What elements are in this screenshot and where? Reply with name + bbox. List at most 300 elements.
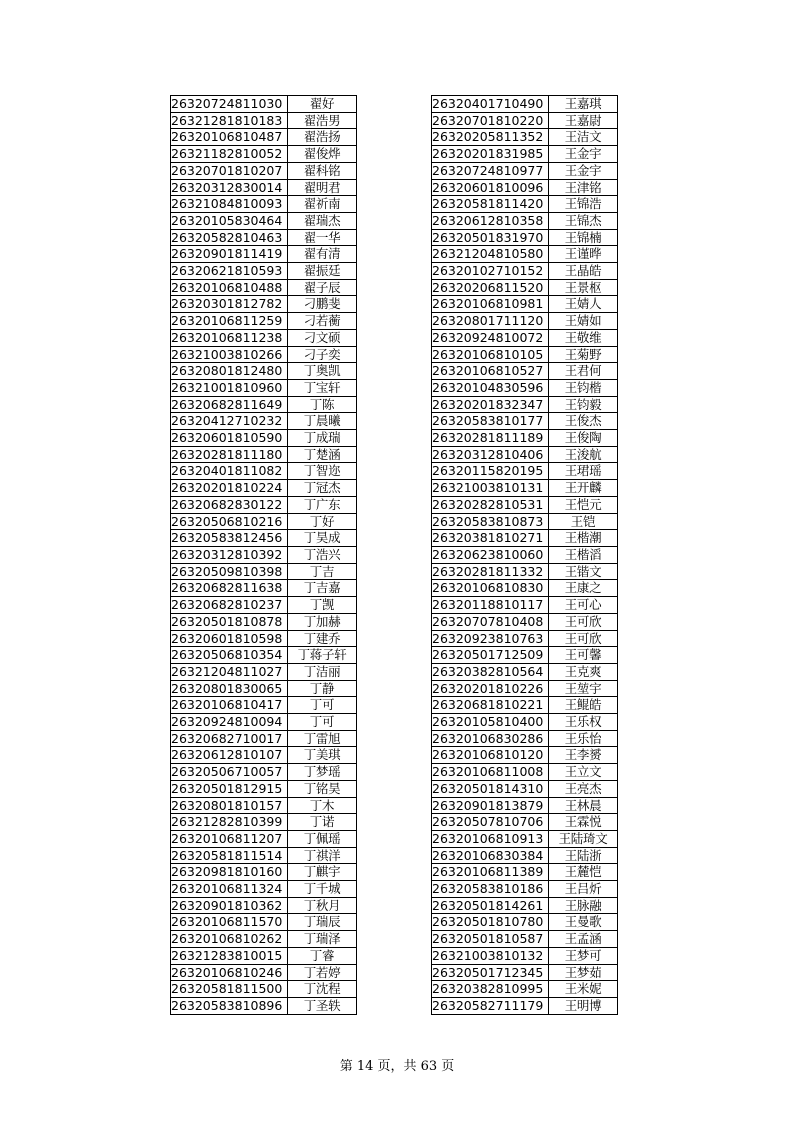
candidate-name-cell: 王钧楷 <box>549 379 618 396</box>
table-row <box>171 914 357 931</box>
table-row <box>432 881 618 898</box>
candidate-name-cell: 丁若婷 <box>288 964 357 981</box>
candidate-name-cell: 丁麒宇 <box>288 864 357 881</box>
candidate-name-cell: 王婧人 <box>549 296 618 313</box>
table-row <box>171 747 357 764</box>
candidate-name-cell: 翟子辰 <box>288 279 357 296</box>
table-row <box>432 496 618 513</box>
page-footer: 第 14 页，共 63 页 <box>339 1059 455 1074</box>
candidate-name-cell: 王陆琦文 <box>549 830 618 847</box>
table-row <box>171 830 357 847</box>
candidate-id-cell: 26320106811389 <box>432 864 549 881</box>
table-row <box>432 797 618 814</box>
candidate-id-cell: 26320201810226 <box>432 680 549 697</box>
candidate-id-cell: 26320612810358 <box>432 212 549 229</box>
candidate-id-cell: 26321182810052 <box>171 146 288 163</box>
candidate-name-cell: 丁吉嘉 <box>288 580 357 597</box>
table-row <box>171 530 357 547</box>
table-row <box>171 964 357 981</box>
candidate-id-cell: 26320801810157 <box>171 797 288 814</box>
candidate-id-cell: 26320682830122 <box>171 496 288 513</box>
table-row <box>171 96 357 113</box>
candidate-id-cell: 26320106810913 <box>432 830 549 847</box>
candidate-name-cell: 王金宇 <box>549 146 618 163</box>
candidate-id-cell: 26320601810096 <box>432 179 549 196</box>
table-row <box>432 196 618 213</box>
table-row <box>432 146 618 163</box>
candidate-name-cell: 王曼歌 <box>549 914 618 931</box>
candidate-name-cell: 丁铭昊 <box>288 780 357 797</box>
table-row <box>432 379 618 396</box>
candidate-id-cell: 26320901811419 <box>171 246 288 263</box>
candidate-name-cell: 丁建乔 <box>288 630 357 647</box>
roster-body-left <box>171 96 357 1015</box>
candidate-id-cell: 26320501831970 <box>432 229 549 246</box>
candidate-id-cell: 26320707810408 <box>432 613 549 630</box>
table-row <box>171 597 357 614</box>
candidate-name-cell: 丁广东 <box>288 496 357 513</box>
candidate-name-cell: 王霖悦 <box>549 814 618 831</box>
candidate-name-cell: 王可馨 <box>549 647 618 664</box>
candidate-id-cell: 26321281810183 <box>171 112 288 129</box>
candidate-name-cell: 丁蒋子轩 <box>288 647 357 664</box>
candidate-name-cell: 翟好 <box>288 96 357 113</box>
candidate-name-cell: 丁静 <box>288 680 357 697</box>
candidate-name-cell: 翟科铭 <box>288 162 357 179</box>
candidate-id-cell: 26320106810981 <box>432 296 549 313</box>
table-row <box>171 730 357 747</box>
table-row <box>171 463 357 480</box>
candidate-name-cell: 丁冠杰 <box>288 480 357 497</box>
candidate-name-cell: 王康之 <box>549 580 618 597</box>
table-row <box>171 847 357 864</box>
candidate-id-cell: 26320682811638 <box>171 580 288 597</box>
candidate-id-cell: 26320106810487 <box>171 129 288 146</box>
candidate-id-cell: 26320981810160 <box>171 864 288 881</box>
roster-body-right <box>432 96 618 1015</box>
table-row <box>171 546 357 563</box>
candidate-name-cell: 王景枢 <box>549 279 618 296</box>
candidate-name-cell: 王楷滔 <box>549 546 618 563</box>
table-row <box>432 513 618 530</box>
candidate-name-cell: 丁加赫 <box>288 613 357 630</box>
candidate-name-cell: 王铠 <box>549 513 618 530</box>
candidate-id-cell: 26320682810237 <box>171 597 288 614</box>
candidate-name-cell: 王金宇 <box>549 162 618 179</box>
table-row <box>432 329 618 346</box>
table-row <box>432 212 618 229</box>
candidate-id-cell: 26320201831985 <box>432 146 549 163</box>
candidate-name-cell: 丁千城 <box>288 881 357 898</box>
candidate-id-cell: 26320801830065 <box>171 680 288 697</box>
candidate-id-cell: 26320312830014 <box>171 179 288 196</box>
candidate-id-cell: 26320201810224 <box>171 480 288 497</box>
candidate-name-cell: 王可心 <box>549 597 618 614</box>
candidate-id-cell: 26320582810463 <box>171 229 288 246</box>
candidate-name-cell: 丁好 <box>288 513 357 530</box>
table-row <box>432 630 618 647</box>
table-row <box>171 296 357 313</box>
candidate-id-cell: 26320106810417 <box>171 697 288 714</box>
candidate-id-cell: 26320612810107 <box>171 747 288 764</box>
table-row <box>432 764 618 781</box>
candidate-id-cell: 26320681810221 <box>432 697 549 714</box>
candidate-id-cell: 26320583812456 <box>171 530 288 547</box>
table-row <box>171 630 357 647</box>
candidate-name-cell: 王浚航 <box>549 446 618 463</box>
candidate-name-cell: 王锦楠 <box>549 229 618 246</box>
candidate-name-cell: 王婧如 <box>549 313 618 330</box>
candidate-id-cell: 26320724810977 <box>432 162 549 179</box>
candidate-name-cell: 王津铭 <box>549 179 618 196</box>
candidate-id-cell: 26320106810246 <box>171 964 288 981</box>
table-row <box>432 363 618 380</box>
candidate-name-cell: 王俊陶 <box>549 430 618 447</box>
candidate-id-cell: 26320312810406 <box>432 446 549 463</box>
candidate-id-cell: 26320621810593 <box>171 263 288 280</box>
candidate-id-cell: 26320506710057 <box>171 764 288 781</box>
candidate-id-cell: 26320581811420 <box>432 196 549 213</box>
candidate-id-cell: 26320312810392 <box>171 546 288 563</box>
candidate-id-cell: 26320583810177 <box>432 413 549 430</box>
candidate-name-cell: 丁雷旭 <box>288 730 357 747</box>
candidate-id-cell: 26320106810262 <box>171 931 288 948</box>
table-row <box>171 313 357 330</box>
table-row <box>432 546 618 563</box>
candidate-name-cell: 翟一华 <box>288 229 357 246</box>
candidate-id-cell: 26320501712509 <box>432 647 549 664</box>
candidate-id-cell: 26321003810131 <box>432 480 549 497</box>
candidate-id-cell: 26320106830286 <box>432 730 549 747</box>
candidate-id-cell: 26320105830464 <box>171 212 288 229</box>
candidate-id-cell: 26321282810399 <box>171 814 288 831</box>
candidate-id-cell: 26320381810271 <box>432 530 549 547</box>
candidate-id-cell: 26320106830384 <box>432 847 549 864</box>
candidate-id-cell: 26320106811259 <box>171 313 288 330</box>
table-row <box>432 279 618 296</box>
candidate-id-cell: 26320507810706 <box>432 814 549 831</box>
table-row <box>171 881 357 898</box>
table-row <box>171 413 357 430</box>
candidate-id-cell: 26320501810587 <box>432 931 549 948</box>
candidate-name-cell: 丁美琪 <box>288 747 357 764</box>
candidate-name-cell: 翟瑞杰 <box>288 212 357 229</box>
table-row <box>432 463 618 480</box>
roster-table-left <box>170 95 357 1015</box>
candidate-id-cell: 26320501810878 <box>171 613 288 630</box>
candidate-id-cell: 26320102710152 <box>432 263 549 280</box>
candidate-id-cell: 26320801711120 <box>432 313 549 330</box>
candidate-id-cell: 26320106810830 <box>432 580 549 597</box>
candidate-name-cell: 王堃宇 <box>549 680 618 697</box>
candidate-name-cell: 翟俊烨 <box>288 146 357 163</box>
candidate-name-cell: 王洁文 <box>549 129 618 146</box>
candidate-name-cell: 王李赟 <box>549 747 618 764</box>
table-row <box>432 430 618 447</box>
candidate-name-cell: 翟浩扬 <box>288 129 357 146</box>
table-row <box>432 947 618 964</box>
candidate-name-cell: 丁陈 <box>288 396 357 413</box>
candidate-name-cell: 刁文硕 <box>288 329 357 346</box>
table-row <box>432 563 618 580</box>
candidate-name-cell: 刁若蘅 <box>288 313 357 330</box>
candidate-id-cell: 26320106811324 <box>171 881 288 898</box>
candidate-name-cell: 翟明君 <box>288 179 357 196</box>
candidate-id-cell: 26320501810780 <box>432 914 549 931</box>
candidate-id-cell: 26321003810266 <box>171 346 288 363</box>
table-row <box>432 830 618 847</box>
candidate-id-cell: 26320501812915 <box>171 780 288 797</box>
candidate-id-cell: 26320506810354 <box>171 647 288 664</box>
table-row <box>432 897 618 914</box>
candidate-id-cell: 26320105810400 <box>432 714 549 731</box>
table-row <box>432 96 618 113</box>
candidate-id-cell: 26320106810120 <box>432 747 549 764</box>
candidate-name-cell: 翟有清 <box>288 246 357 263</box>
candidate-name-cell: 丁梦瑶 <box>288 764 357 781</box>
candidate-name-cell: 丁可 <box>288 714 357 731</box>
candidate-id-cell: 26320901810362 <box>171 897 288 914</box>
table-row <box>432 931 618 948</box>
candidate-name-cell: 丁觊 <box>288 597 357 614</box>
candidate-name-cell: 丁洁丽 <box>288 663 357 680</box>
table-row <box>171 179 357 196</box>
table-row <box>432 697 618 714</box>
candidate-name-cell: 王克爽 <box>549 663 618 680</box>
table-row <box>171 580 357 597</box>
table-row <box>171 379 357 396</box>
table-row <box>171 162 357 179</box>
candidate-name-cell: 王乐权 <box>549 714 618 731</box>
candidate-id-cell: 26320501712345 <box>432 964 549 981</box>
candidate-name-cell: 王钧毅 <box>549 396 618 413</box>
table-row <box>432 914 618 931</box>
table-row <box>432 780 618 797</box>
candidate-name-cell: 丁楚涵 <box>288 446 357 463</box>
candidate-id-cell: 26321204811027 <box>171 663 288 680</box>
candidate-id-cell: 26320583810896 <box>171 997 288 1014</box>
candidate-name-cell: 王锦杰 <box>549 212 618 229</box>
candidate-name-cell: 王开麟 <box>549 480 618 497</box>
candidate-name-cell: 丁宝轩 <box>288 379 357 396</box>
table-row <box>171 513 357 530</box>
candidate-id-cell: 26320509810398 <box>171 563 288 580</box>
table-row <box>432 847 618 864</box>
candidate-id-cell: 26320582711179 <box>432 997 549 1014</box>
candidate-name-cell: 丁智迩 <box>288 463 357 480</box>
candidate-name-cell: 王米妮 <box>549 981 618 998</box>
table-row <box>432 162 618 179</box>
candidate-name-cell: 王锦浩 <box>549 196 618 213</box>
candidate-name-cell: 丁晨曦 <box>288 413 357 430</box>
candidate-id-cell: 26320201832347 <box>432 396 549 413</box>
table-row <box>171 613 357 630</box>
candidate-id-cell: 26320106810527 <box>432 363 549 380</box>
candidate-id-cell: 26320924810094 <box>171 714 288 731</box>
table-row <box>432 964 618 981</box>
candidate-name-cell: 王菊野 <box>549 346 618 363</box>
table-row <box>171 396 357 413</box>
candidate-id-cell: 26320106811008 <box>432 764 549 781</box>
table-row <box>432 229 618 246</box>
candidate-name-cell: 王孟涵 <box>549 931 618 948</box>
table-row <box>432 480 618 497</box>
table-row <box>432 814 618 831</box>
candidate-id-cell: 26320401710490 <box>432 96 549 113</box>
candidate-id-cell: 26320923810763 <box>432 630 549 647</box>
candidate-name-cell: 丁圣轶 <box>288 997 357 1014</box>
candidate-id-cell: 26320682811649 <box>171 396 288 413</box>
candidate-name-cell: 王梦可 <box>549 947 618 964</box>
candidate-name-cell: 王敬维 <box>549 329 618 346</box>
table-row <box>432 263 618 280</box>
table-row <box>432 680 618 697</box>
candidate-id-cell: 26320581811514 <box>171 847 288 864</box>
candidate-id-cell: 26320506810216 <box>171 513 288 530</box>
table-row <box>171 363 357 380</box>
table-row <box>171 931 357 948</box>
table-row <box>432 663 618 680</box>
table-row <box>432 714 618 731</box>
table-row <box>432 530 618 547</box>
candidate-id-cell: 26320205811352 <box>432 129 549 146</box>
candidate-name-cell: 丁诺 <box>288 814 357 831</box>
table-row <box>171 647 357 664</box>
table-row <box>171 981 357 998</box>
candidate-name-cell: 王梦茹 <box>549 964 618 981</box>
candidate-name-cell: 王楷潮 <box>549 530 618 547</box>
candidate-name-cell: 翟祈南 <box>288 196 357 213</box>
table-row <box>171 764 357 781</box>
candidate-id-cell: 26321204810580 <box>432 246 549 263</box>
candidate-name-cell: 王君何 <box>549 363 618 380</box>
table-row <box>171 446 357 463</box>
roster-table-right <box>431 95 618 1015</box>
candidate-name-cell: 丁成瑞 <box>288 430 357 447</box>
candidate-id-cell: 26320281811332 <box>432 563 549 580</box>
candidate-id-cell: 26320382810995 <box>432 981 549 998</box>
candidate-name-cell: 王恺元 <box>549 496 618 513</box>
candidate-name-cell: 王林晨 <box>549 797 618 814</box>
candidate-name-cell: 丁沈程 <box>288 981 357 998</box>
table-row <box>171 563 357 580</box>
table-row <box>171 346 357 363</box>
candidate-name-cell: 丁睿 <box>288 947 357 964</box>
table-row <box>171 196 357 213</box>
table-row <box>432 179 618 196</box>
candidate-id-cell: 26320282810531 <box>432 496 549 513</box>
table-row <box>171 146 357 163</box>
candidate-name-cell: 王立文 <box>549 764 618 781</box>
candidate-name-cell: 丁佩瑶 <box>288 830 357 847</box>
candidate-id-cell: 26320601810590 <box>171 430 288 447</box>
candidate-name-cell: 刁子奕 <box>288 346 357 363</box>
candidate-id-cell: 26320724811030 <box>171 96 288 113</box>
table-row <box>171 714 357 731</box>
candidate-id-cell: 26320583810873 <box>432 513 549 530</box>
candidate-name-cell: 王脉融 <box>549 897 618 914</box>
table-row <box>432 346 618 363</box>
candidate-name-cell: 丁浩兴 <box>288 546 357 563</box>
candidate-id-cell: 26320901813879 <box>432 797 549 814</box>
candidate-name-cell: 丁吉 <box>288 563 357 580</box>
candidate-id-cell: 26320281811180 <box>171 446 288 463</box>
table-row <box>171 112 357 129</box>
table-row <box>432 864 618 881</box>
table-row <box>432 613 618 630</box>
candidate-id-cell: 26320501814261 <box>432 897 549 914</box>
candidate-id-cell: 26320206811520 <box>432 279 549 296</box>
candidate-name-cell: 王嘉尉 <box>549 112 618 129</box>
candidate-id-cell: 26320581811500 <box>171 981 288 998</box>
candidate-id-cell: 26320583810186 <box>432 881 549 898</box>
table-row <box>432 647 618 664</box>
table-row <box>432 296 618 313</box>
candidate-name-cell: 王珺瑶 <box>549 463 618 480</box>
table-row <box>432 747 618 764</box>
candidate-id-cell: 26320501814310 <box>432 780 549 797</box>
table-row <box>171 697 357 714</box>
candidate-name-cell: 王鲲皓 <box>549 697 618 714</box>
table-row <box>171 430 357 447</box>
table-row <box>171 212 357 229</box>
candidate-name-cell: 王可欣 <box>549 630 618 647</box>
table-row <box>171 263 357 280</box>
candidate-name-cell: 丁昊成 <box>288 530 357 547</box>
candidate-name-cell: 王明博 <box>549 997 618 1014</box>
candidate-id-cell: 26320601810598 <box>171 630 288 647</box>
table-row <box>432 313 618 330</box>
candidate-name-cell: 王锴文 <box>549 563 618 580</box>
candidate-name-cell: 丁秋月 <box>288 897 357 914</box>
table-row <box>432 413 618 430</box>
table-row <box>171 814 357 831</box>
table-row <box>171 246 357 263</box>
candidate-name-cell: 王吕炘 <box>549 881 618 898</box>
candidate-id-cell: 26320115820195 <box>432 463 549 480</box>
candidate-name-cell: 翟浩男 <box>288 112 357 129</box>
table-row <box>171 864 357 881</box>
candidate-id-cell: 26320701810207 <box>171 162 288 179</box>
candidate-name-cell: 王谨晔 <box>549 246 618 263</box>
table-row <box>171 480 357 497</box>
candidate-name-cell: 丁木 <box>288 797 357 814</box>
candidate-id-cell: 26320106810488 <box>171 279 288 296</box>
candidate-id-cell: 26321003810132 <box>432 947 549 964</box>
table-row <box>171 947 357 964</box>
candidate-id-cell: 26320301812782 <box>171 296 288 313</box>
candidate-id-cell: 26320281811189 <box>432 430 549 447</box>
candidate-name-cell: 丁瑞泽 <box>288 931 357 948</box>
candidate-id-cell: 26320623810060 <box>432 546 549 563</box>
candidate-id-cell: 26320701810220 <box>432 112 549 129</box>
candidate-name-cell: 丁祺洋 <box>288 847 357 864</box>
candidate-name-cell: 王乐怡 <box>549 730 618 747</box>
table-row <box>171 129 357 146</box>
candidate-name-cell: 王陆浙 <box>549 847 618 864</box>
table-row <box>171 329 357 346</box>
candidate-name-cell: 王晶皓 <box>549 263 618 280</box>
table-row <box>432 396 618 413</box>
table-row <box>432 730 618 747</box>
candidate-id-cell: 26320106811570 <box>171 914 288 931</box>
candidate-name-cell: 刁鹏斐 <box>288 296 357 313</box>
candidate-id-cell: 26320106811238 <box>171 329 288 346</box>
table-row <box>432 112 618 129</box>
table-row <box>171 997 357 1014</box>
table-row <box>171 496 357 513</box>
candidate-name-cell: 王麓恺 <box>549 864 618 881</box>
